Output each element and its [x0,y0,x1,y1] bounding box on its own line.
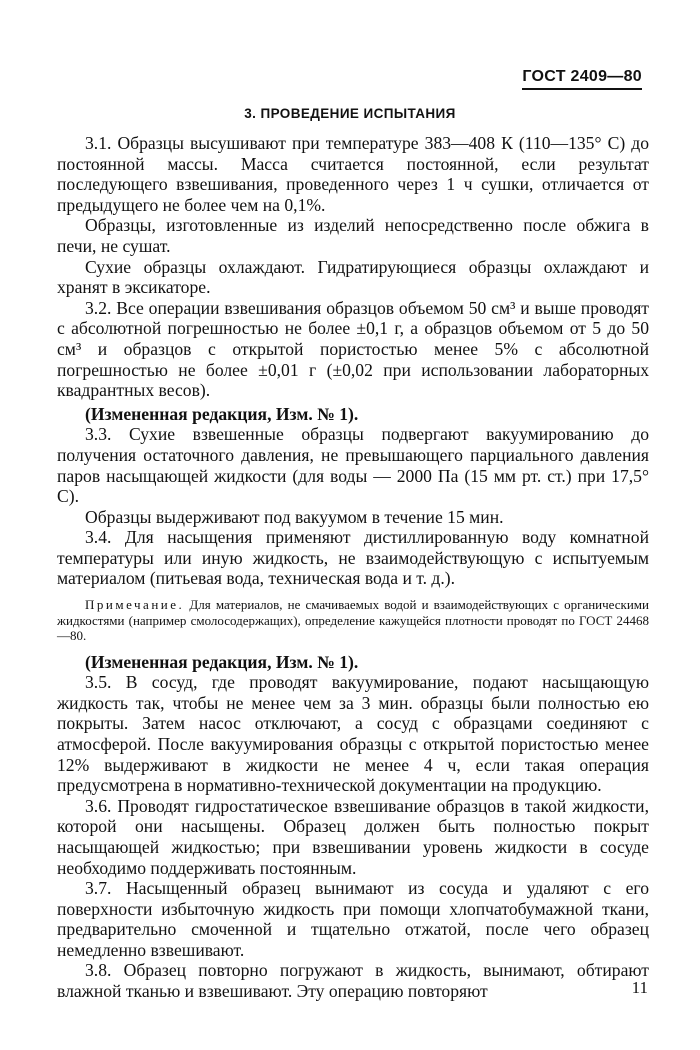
standard-code: ГОСТ 2409—80 [522,68,642,90]
paragraph-3-5: 3.5. В сосуд, где проводят вакуумирование, подают насыщающую жидкость так, чтобы не менее чем за 3 мин. образцы были полностью ею покрыты. Затем насос отключают, а сосуд с образцами соединяют с атмосферой. После вакуумирования образцы с открытой пористостью менее 12% выдерживают в жидкости не менее 4 ч, если такая операция предусмотрена в нормативно-технической документации на продукцию. [57,672,649,796]
paragraph-3-8: 3.8. Образец повторно погружают в жидкость, вынимают, обтирают влажной тканью и взвешивают. Эту операцию повторяют [57,960,649,1002]
paragraph: Образцы, изготовленные из изделий непосредственно после обжига в печи, не сушат. [57,215,649,256]
section-title: 3. ПРОВЕДЕНИЕ ИСПЫТАНИЯ [244,106,456,121]
paragraph-3-3: 3.3. Сухие взвешенные образцы подвергают вакуумированию до получения остаточного давления, не превышающего парциального давления паров насыщающей жидкости (для воды — 2000 Па (15 мм рт. ст.) при 17,5° С). [57,424,649,507]
note-text: Для материалов, не смачиваемых водой и взаимодействующих с органическими жидкостями (например смолосодержащих), определение кажущейся плотности проводят по ГОСТ 24468—80. [57,597,649,644]
paragraph: Образцы выдерживают под вакуумом в течение 15 мин. [85,506,504,527]
document-body [57,133,649,1002]
paragraph-3-6: 3.6. Проводят гидростатическое взвешивание образцов в такой жидкости, которой они насыщены. Образец должен быть полностью покрыт насыщающей жидкостью; при взвешивании уровень жидкости в сосуде необходимо поддерживать постоянным. [57,795,649,878]
revision-note: (Измененная редакция, Изм. № 1). [85,651,359,672]
paragraph-3-4: 3.4. Для насыщения применяют дистиллированную воду комнатной температуры или иную жидкость, не взаимодействующую с испытуемым материалом (питьевая вода, техническая вода и т. д.). [57,527,649,589]
paragraph-3-7: 3.7. Насыщенный образец вынимают из сосуда и удаляют с его поверхности избыточную жидкость при помощи хлопчатобумажной ткани, предварительно смоченной и тщательно отжатой, после чего образец немедленно взвешивают. [57,878,649,960]
note [57,597,649,644]
revision-note: (Измененная редакция, Изм. № 1). [85,403,359,424]
paragraph: Сухие образцы охлаждают. Гидратирующиеся образцы охлаждают и хранят в эксикаторе. [57,256,649,298]
paragraph-3-1: 3.1. Образцы высушивают при температуре 383—408 К (110—135° С) до постоянной массы. Масса считается постоянной, если результат последующего взвешивания, проведенного через 1 ч сушки, отличается от предыдущего не более чем на 0,1%. [57,133,649,215]
note-label: Примечание. [85,597,185,613]
page-number: 11 [631,978,648,997]
paragraph-3-2: 3.2. Все операции взвешивания образцов объемом 50 см³ и выше проводят с абсолютной погрешностью не более ±0,1 г, а образцов объемом от 5 до 50 см³ и образцов с открытой пористостью менее 5% с абсолютной погрешностью не более ±0,01 г (±0,02 при использовании лабораторных квадрантных весов). [57,297,649,401]
